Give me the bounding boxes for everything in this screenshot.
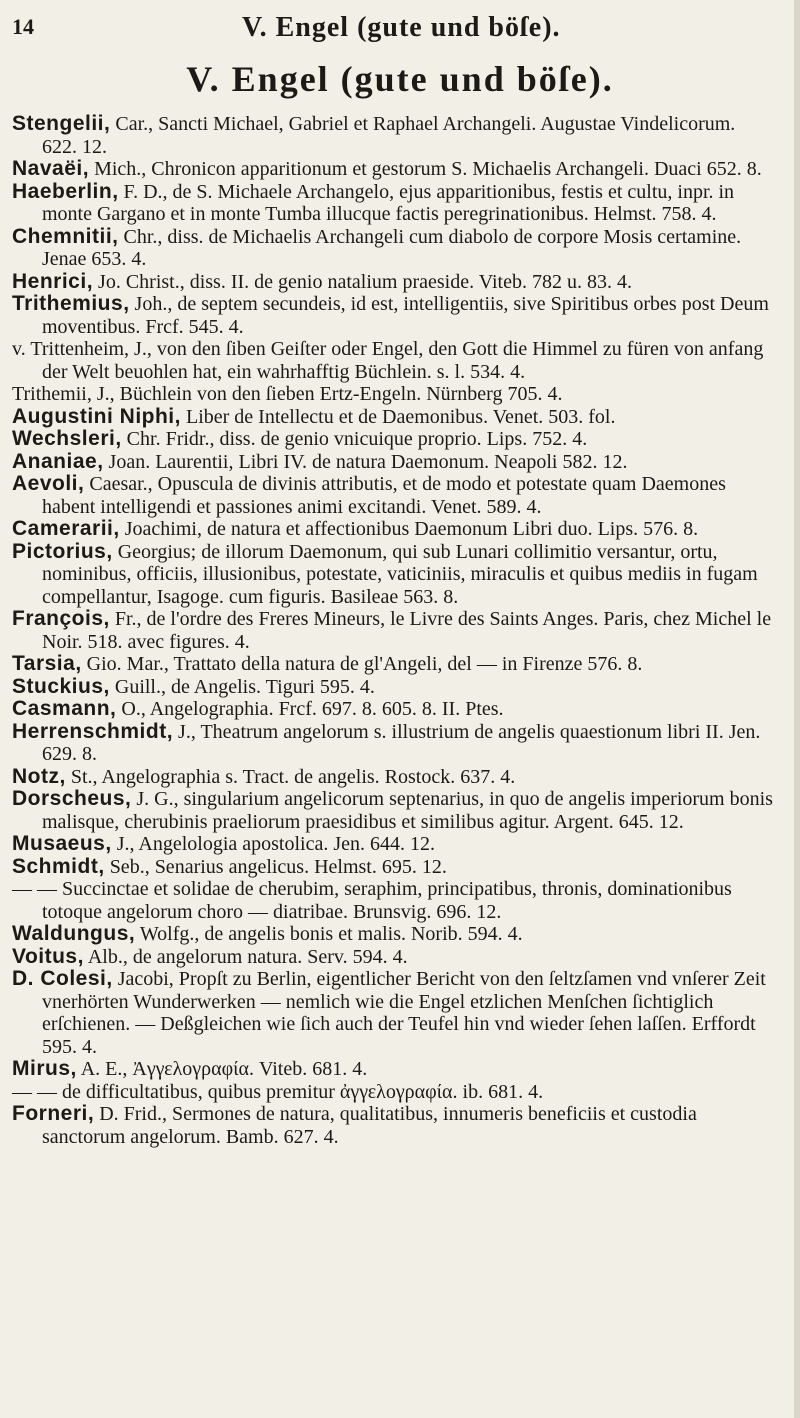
entry-text: F. D., de S. Michaele Archangelo, ejus apparitionibus, festis et cultu, inpr. in monte Gargano et in monte Tumba illucque factis peregrinationibus. Helmst. 758. 4. <box>42 180 735 225</box>
entry-author: Tarsia, <box>12 652 82 675</box>
bibliography-entry <box>12 721 774 766</box>
bibliography-entry <box>12 766 774 789</box>
bibliography-entry <box>12 406 774 429</box>
bibliography-entry <box>12 518 774 541</box>
entry-author: Musaeus, <box>12 832 112 855</box>
entry-author: François, <box>12 607 110 630</box>
entry-author: Herrenschmidt, <box>12 719 174 743</box>
section-heading: V. Engel (gute und böſe). <box>186 59 614 99</box>
entry-text: Joachimi, de natura et affectionibus Daemonum Libri duo. Lips. 576. 8. <box>119 518 699 540</box>
entry-author: Schmidt, <box>12 854 105 878</box>
running-head-title: V. Engel (gute und böſe). <box>242 12 561 43</box>
entry-author: Aevoli, <box>12 472 85 495</box>
entry-text: Wolfg., de angelis bonis et malis. Norib. 594. 4. <box>135 923 523 945</box>
entry-author: Augustini Niphi, <box>12 404 181 428</box>
bibliography-entry <box>12 451 774 474</box>
entry-text: O., Angelographia. Frcf. 697. 8. 605. 8. II. Ptes. <box>116 698 504 720</box>
entry-text: Trithemii, J., Büchlein von den ſieben Ertz-Engeln. Nürnberg 705. 4. <box>12 383 563 405</box>
entry-text: Caesar., Opuscula de divinis attributis, et de modo et potestate quam Daemones habent intelligendi et passiones animi excitandi. Venet. 589. 4. <box>42 473 726 518</box>
entry-author: Stuckius, <box>12 674 110 698</box>
entry-text: J., Theatrum angelorum s. illustrium de angelis quaestionum libri II. Jen. 629. 8. <box>42 720 761 765</box>
entry-text: Gio. Mar., Trattato della natura de gl'Angeli, del — in Firenze 576. 8. <box>81 653 643 675</box>
bibliography-entry <box>12 1058 774 1081</box>
entry-author: Casmann, <box>12 697 117 720</box>
bibliography-entry <box>12 856 774 879</box>
entry-author: Pictorius, <box>12 539 113 563</box>
bibliography-entry <box>12 383 774 406</box>
entry-text: v. Trittenheim, J., von den ſiben Geiſter oder Engel, den Gott die Himmel zu füren von anfang der Welt beuohlen hat, ein wahrhafftig Büchlein. s. l. 534. 4. <box>12 338 764 383</box>
entry-text: — — de difficultatibus, quibus premitur ἀγγελογραφία. ib. 681. 4. <box>12 1080 544 1103</box>
entry-author: Wechsleri, <box>12 427 122 450</box>
entry-text: A. E., Ἀγγελογραφία. Viteb. 681. 4. <box>76 1058 368 1080</box>
running-head <box>12 10 778 42</box>
page-edge <box>794 0 800 1418</box>
bibliography-entry <box>12 113 774 158</box>
entry-text: J. G., singularium angelicorum septenarius, in quo de angelis imperiorum bonis malisque, cherubinis praeliorum praesidibus et similibus agitur. Argent. 645. 12. <box>42 788 773 833</box>
entry-text: Joan. Laurentii, Libri IV. de natura Daemonum. Neapoli 582. 12. <box>103 450 628 473</box>
bibliography-entry <box>12 946 774 969</box>
entry-text: Mich., Chronicon apparitionum et gestorum S. Michaelis Archangeli. Duaci 652. 8. <box>89 158 762 180</box>
bibliography-entry <box>12 608 774 653</box>
entry-author: Chemnitii, <box>12 224 119 248</box>
bibliography-entry <box>12 271 774 294</box>
bibliography-entry <box>12 653 774 676</box>
bibliography-entry <box>12 968 774 1058</box>
entry-author: Henrici, <box>12 269 94 293</box>
entry-text: St., Angelographia s. Tract. de angelis. Rostock. 637. 4. <box>65 765 516 788</box>
entry-author: Stengelii, <box>12 112 111 135</box>
bibliography-entry <box>12 1103 774 1148</box>
bibliography-entry <box>12 1081 774 1104</box>
entry-author: Navaëi, <box>12 157 90 180</box>
entry-author: Haeberlin, <box>12 179 119 203</box>
bibliography-entry <box>12 878 774 923</box>
entry-text: J., Angelologia apostolica. Jen. 644. 12. <box>111 833 435 855</box>
bibliography-entry <box>12 181 774 226</box>
page-number: 14 <box>12 14 34 39</box>
bibliography-entry <box>12 676 774 699</box>
bibliography-entry <box>12 293 774 338</box>
bibliography-entry <box>12 473 774 518</box>
entry-text: Alb., de angelorum natura. Serv. 594. 4. <box>83 945 408 968</box>
entry-author: Trithemius, <box>12 292 130 315</box>
bibliography-entry <box>12 158 774 181</box>
entry-author: Forneri, <box>12 1102 95 1125</box>
entry-text: Joh., de septem secundeis, id est, intelligentiis, sive Spiritibus orbes post Deum moventibus. Frcf. 545. 4. <box>42 293 769 338</box>
bibliography-entry <box>12 338 774 383</box>
entry-text: Jo. Christ., diss. II. de genio natalium praeside. Viteb. 782 u. 83. 4. <box>93 270 632 293</box>
entry-author: Dorscheus, <box>12 787 132 810</box>
entry-author: Camerarii, <box>12 517 120 540</box>
bibliography-entry <box>12 541 774 609</box>
entry-author: Mirus, <box>12 1057 77 1080</box>
entry-text: Guill., de Angelis. Tiguri 595. 4. <box>109 675 375 698</box>
entry-text: Chr., diss. de Michaelis Archangeli cum diabolo de corpore Mosis certamine. Jenae 653. 4. <box>42 225 742 270</box>
bibliography-entry <box>12 698 774 721</box>
entry-text: — — Succinctae et solidae de cherubim, seraphim, principatibus, thronis, dominationibus totoque angelorum choro — diatribae. Brunsvig. 696. 12. <box>12 878 732 923</box>
entry-author: Voitus, <box>12 944 84 968</box>
bibliography-entry <box>12 428 774 451</box>
entry-text: D. Frid., Sermones de natura, qualitatibus, innumeris beneficiis et custodia sanctorum angelorum. Bamb. 627. 4. <box>42 1103 697 1148</box>
entry-author: Notz, <box>12 764 66 788</box>
entry-text: Chr. Fridr., diss. de genio vnicuique proprio. Lips. 752. 4. <box>121 428 588 450</box>
entry-author: D. Colesi, <box>12 967 113 990</box>
entry-author: Waldungus, <box>12 922 136 945</box>
bibliography-entry <box>12 923 774 946</box>
entry-text: Jacobi, Propſt zu Berlin, eigentlicher Bericht von den ſeltzſamen vnd vnſerer Zeit vnerhörten Wunderwerken — nemlich wie die Engel etzlichen Menſchen ſichtiglich erſchienen. — Deßgleichen wie ſich auch der Teufel hin vnd wieder ſehen laſſen. Erffordt 595. 4. <box>42 968 766 1058</box>
entry-text: Car., Sancti Michael, Gabriel et Raphael Archangeli. Augustae Vindelicorum. 622. 12. <box>42 113 736 158</box>
bibliography-entry <box>12 788 774 833</box>
entry-text: Fr., de l'ordre des Freres Mineurs, le Livre des Saints Anges. Paris, chez Michel le Noir. 518. avec figures. 4. <box>42 608 772 653</box>
entry-text: Liber de Intellectu et de Daemonibus. Venet. 503. fol. <box>180 405 616 428</box>
entry-author: Ananiae, <box>12 449 104 473</box>
bibliography-entry <box>12 226 774 271</box>
bibliography-list <box>12 113 774 1148</box>
entry-text: Georgius; de illorum Daemonum, qui sub Lunari collimitio versantur, ortu, nominibus, officiis, illusionibus, potestate, vaticiniis, miraculis et quibus mediis in fugam compellantur, Isagoge. cum figuris. Basileae 563. 8. <box>42 540 758 608</box>
entry-text: Seb., Senarius angelicus. Helmst. 695. 12. <box>104 855 447 878</box>
bibliography-entry <box>12 833 774 856</box>
